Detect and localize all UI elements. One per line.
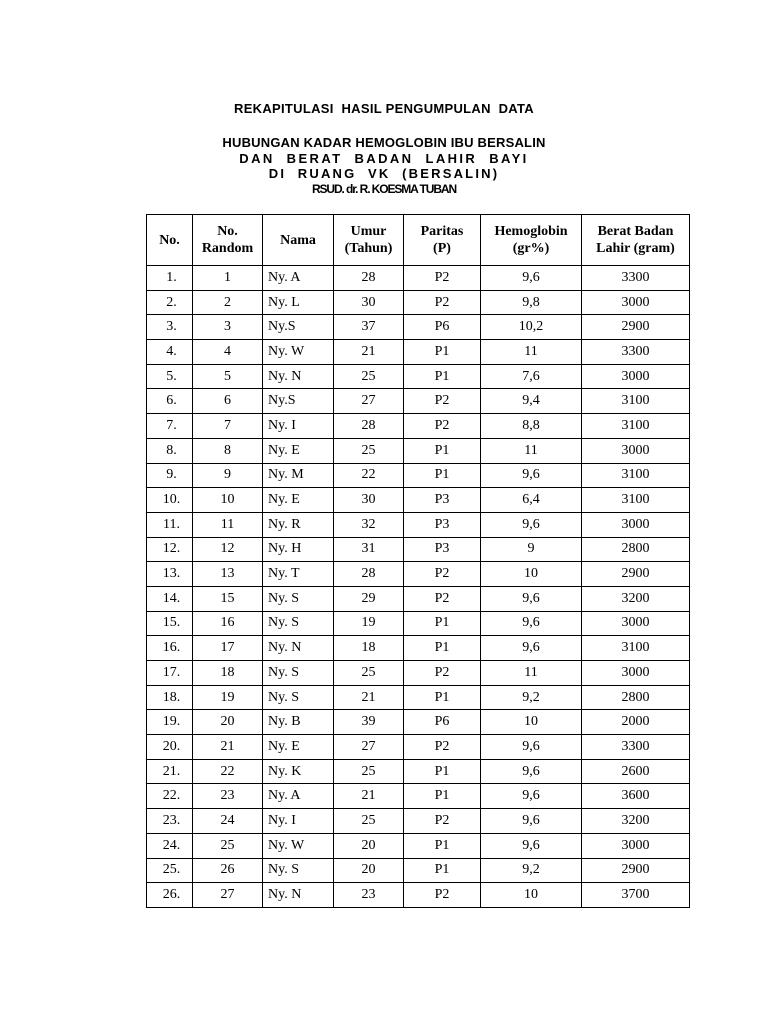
- cell-paritas: P2: [404, 389, 481, 414]
- cell-no-random: 4: [193, 340, 263, 365]
- cell-no-random: 24: [193, 809, 263, 834]
- table-row: [147, 488, 690, 513]
- cell-berat-badan: 3000: [582, 290, 690, 315]
- cell-umur: 25: [334, 661, 404, 686]
- cell-no-random: 20: [193, 710, 263, 735]
- cell-hemoglobin: 11: [481, 438, 582, 463]
- cell-hemoglobin: 9,6: [481, 809, 582, 834]
- cell-berat-badan: 3600: [582, 784, 690, 809]
- cell-paritas: P1: [404, 364, 481, 389]
- cell-no-random: 27: [193, 883, 263, 908]
- table-row: [147, 389, 690, 414]
- cell-no: 24.: [147, 833, 193, 858]
- cell-no-random: 2: [193, 290, 263, 315]
- cell-nama: Ny. N: [263, 636, 334, 661]
- cell-no-random: 9: [193, 463, 263, 488]
- cell-umur: 29: [334, 586, 404, 611]
- table-row: [147, 586, 690, 611]
- cell-umur: 21: [334, 784, 404, 809]
- cell-hemoglobin: 9,6: [481, 463, 582, 488]
- cell-paritas: P2: [404, 290, 481, 315]
- table-row: [147, 315, 690, 340]
- cell-berat-badan: 3000: [582, 661, 690, 686]
- cell-no-random: 15: [193, 586, 263, 611]
- cell-no: 25.: [147, 858, 193, 883]
- table-row: [147, 809, 690, 834]
- cell-no: 17.: [147, 661, 193, 686]
- cell-no-random: 1: [193, 266, 263, 291]
- cell-no-random: 16: [193, 611, 263, 636]
- cell-no-random: 26: [193, 858, 263, 883]
- cell-umur: 27: [334, 389, 404, 414]
- header-hemoglobin: [481, 215, 582, 266]
- cell-umur: 32: [334, 512, 404, 537]
- cell-nama: Ny.S: [263, 315, 334, 340]
- header-hemoglobin-line-1: Hemoglobin: [494, 224, 568, 239]
- cell-hemoglobin: 9,6: [481, 636, 582, 661]
- cell-no: 22.: [147, 784, 193, 809]
- cell-berat-badan: 3100: [582, 389, 690, 414]
- header-berat-badan-line-2: Lahir (gram): [596, 241, 675, 256]
- cell-no-random: 17: [193, 636, 263, 661]
- cell-nama: Ny. S: [263, 661, 334, 686]
- cell-nama: Ny. E: [263, 438, 334, 463]
- cell-no: 20.: [147, 735, 193, 760]
- cell-hemoglobin: 8,8: [481, 414, 582, 439]
- cell-no: 15.: [147, 611, 193, 636]
- header-paritas-line-2: (P): [433, 241, 451, 256]
- cell-no: 11.: [147, 512, 193, 537]
- header-berat-badan: [582, 215, 690, 266]
- cell-umur: 19: [334, 611, 404, 636]
- cell-no-random: 12: [193, 537, 263, 562]
- cell-berat-badan: 3000: [582, 438, 690, 463]
- cell-umur: 21: [334, 340, 404, 365]
- cell-paritas: P1: [404, 340, 481, 365]
- cell-no-random: 10: [193, 488, 263, 513]
- cell-paritas: P1: [404, 833, 481, 858]
- table-row: [147, 858, 690, 883]
- cell-nama: Ny. E: [263, 488, 334, 513]
- cell-hemoglobin: 10: [481, 562, 582, 587]
- cell-hemoglobin: 9,8: [481, 290, 582, 315]
- cell-paritas: P2: [404, 266, 481, 291]
- cell-berat-badan: 3000: [582, 611, 690, 636]
- header-umur-line-2: (Tahun): [344, 241, 393, 256]
- cell-berat-badan: 3300: [582, 340, 690, 365]
- cell-no: 21.: [147, 759, 193, 784]
- data-table: [146, 214, 690, 908]
- cell-no: 9.: [147, 463, 193, 488]
- cell-hemoglobin: 6,4: [481, 488, 582, 513]
- cell-berat-badan: 3000: [582, 364, 690, 389]
- cell-nama: Ny. R: [263, 512, 334, 537]
- cell-hemoglobin: 9,2: [481, 858, 582, 883]
- cell-umur: 25: [334, 809, 404, 834]
- table-row: [147, 438, 690, 463]
- table-row: [147, 759, 690, 784]
- cell-no: 3.: [147, 315, 193, 340]
- table-row: [147, 685, 690, 710]
- cell-nama: Ny. H: [263, 537, 334, 562]
- cell-hemoglobin: 9,4: [481, 389, 582, 414]
- cell-paritas: P2: [404, 586, 481, 611]
- cell-nama: Ny. I: [263, 414, 334, 439]
- cell-berat-badan: 3000: [582, 833, 690, 858]
- cell-umur: 22: [334, 463, 404, 488]
- cell-paritas: P3: [404, 488, 481, 513]
- cell-umur: 37: [334, 315, 404, 340]
- table-row: [147, 537, 690, 562]
- cell-umur: 25: [334, 759, 404, 784]
- header-hemoglobin-line-2: (gr%): [512, 241, 550, 256]
- cell-paritas: P6: [404, 710, 481, 735]
- cell-hemoglobin: 9,6: [481, 611, 582, 636]
- cell-hemoglobin: 9,6: [481, 784, 582, 809]
- cell-nama: Ny. S: [263, 611, 334, 636]
- table-row: [147, 340, 690, 365]
- cell-umur: 31: [334, 537, 404, 562]
- subtitle-line-3: DI RUANG VK (BERSALIN): [268, 166, 500, 181]
- table-row: [147, 784, 690, 809]
- cell-paritas: P1: [404, 636, 481, 661]
- cell-umur: 30: [334, 290, 404, 315]
- cell-umur: 20: [334, 833, 404, 858]
- cell-berat-badan: 3300: [582, 735, 690, 760]
- cell-paritas: P1: [404, 858, 481, 883]
- cell-no: 1.: [147, 266, 193, 291]
- cell-paritas: P1: [404, 685, 481, 710]
- table-row: [147, 364, 690, 389]
- cell-no: 23.: [147, 809, 193, 834]
- header-umur-line-1: Umur: [350, 224, 387, 239]
- cell-no: 8.: [147, 438, 193, 463]
- cell-hemoglobin: 9,2: [481, 685, 582, 710]
- header-no-random: [193, 215, 263, 266]
- cell-berat-badan: 2900: [582, 858, 690, 883]
- cell-berat-badan: 3200: [582, 586, 690, 611]
- cell-no-random: 11: [193, 512, 263, 537]
- table-row: [147, 661, 690, 686]
- cell-nama: Ny. S: [263, 858, 334, 883]
- cell-paritas: P1: [404, 784, 481, 809]
- cell-paritas: P2: [404, 735, 481, 760]
- cell-hemoglobin: 7,6: [481, 364, 582, 389]
- header-paritas: [404, 215, 481, 266]
- table-row: [147, 611, 690, 636]
- cell-hemoglobin: 10,2: [481, 315, 582, 340]
- cell-nama: Ny. I: [263, 809, 334, 834]
- cell-no: 7.: [147, 414, 193, 439]
- cell-paritas: P2: [404, 414, 481, 439]
- cell-no: 4.: [147, 340, 193, 365]
- cell-paritas: P1: [404, 463, 481, 488]
- cell-umur: 28: [334, 414, 404, 439]
- header-paritas-line-1: Paritas: [420, 224, 464, 239]
- header-umur: [334, 215, 404, 266]
- cell-umur: 20: [334, 858, 404, 883]
- table-header-row: [147, 215, 690, 266]
- cell-no: 2.: [147, 290, 193, 315]
- table-row: [147, 710, 690, 735]
- cell-paritas: P2: [404, 883, 481, 908]
- cell-berat-badan: 2900: [582, 562, 690, 587]
- cell-paritas: P1: [404, 611, 481, 636]
- cell-berat-badan: 3100: [582, 488, 690, 513]
- cell-nama: Ny. W: [263, 833, 334, 858]
- header-nama-line: Nama: [280, 232, 316, 248]
- cell-umur: 28: [334, 562, 404, 587]
- cell-no-random: 23: [193, 784, 263, 809]
- cell-no: 10.: [147, 488, 193, 513]
- cell-no: 16.: [147, 636, 193, 661]
- header-no-line: No.: [159, 232, 180, 248]
- cell-berat-badan: 3100: [582, 636, 690, 661]
- cell-nama: Ny. M: [263, 463, 334, 488]
- table-row: [147, 266, 690, 291]
- subtitle-line-2: DAN BERAT BADAN LAHIR BAYI: [239, 151, 529, 166]
- header-no-random-line-1: No.: [217, 224, 238, 239]
- cell-no-random: 22: [193, 759, 263, 784]
- table-body: [147, 266, 690, 908]
- cell-paritas: P3: [404, 512, 481, 537]
- cell-no-random: 6: [193, 389, 263, 414]
- cell-hemoglobin: 11: [481, 661, 582, 686]
- cell-nama: Ny. S: [263, 586, 334, 611]
- cell-hemoglobin: 9,6: [481, 512, 582, 537]
- cell-berat-badan: 3200: [582, 809, 690, 834]
- header-nama: [263, 215, 334, 266]
- cell-hemoglobin: 9,6: [481, 833, 582, 858]
- cell-hemoglobin: 9,6: [481, 266, 582, 291]
- cell-no: 26.: [147, 883, 193, 908]
- cell-nama: Ny. E: [263, 735, 334, 760]
- cell-no-random: 7: [193, 414, 263, 439]
- cell-umur: 23: [334, 883, 404, 908]
- cell-umur: 18: [334, 636, 404, 661]
- header-berat-badan-line-1: Berat Badan: [597, 224, 674, 239]
- cell-nama: Ny.S: [263, 389, 334, 414]
- cell-paritas: P2: [404, 809, 481, 834]
- cell-nama: Ny. B: [263, 710, 334, 735]
- cell-nama: Ny. S: [263, 685, 334, 710]
- table-row: [147, 735, 690, 760]
- table-row: [147, 833, 690, 858]
- cell-umur: 25: [334, 438, 404, 463]
- cell-berat-badan: 2600: [582, 759, 690, 784]
- cell-berat-badan: 2000: [582, 710, 690, 735]
- cell-nama: Ny. T: [263, 562, 334, 587]
- cell-berat-badan: 3100: [582, 414, 690, 439]
- hospital-name: RSUD. dr. R. KOESMA TUBAN: [311, 182, 457, 196]
- cell-no-random: 5: [193, 364, 263, 389]
- cell-hemoglobin: 9,6: [481, 735, 582, 760]
- cell-nama: Ny. L: [263, 290, 334, 315]
- table-row: [147, 512, 690, 537]
- cell-umur: 39: [334, 710, 404, 735]
- report-title: REKAPITULASI HASIL PENGUMPULAN DATA: [234, 101, 534, 116]
- table-row: [147, 562, 690, 587]
- cell-berat-badan: 3700: [582, 883, 690, 908]
- cell-no-random: 8: [193, 438, 263, 463]
- table-row: [147, 883, 690, 908]
- cell-paritas: P1: [404, 438, 481, 463]
- cell-nama: Ny. A: [263, 266, 334, 291]
- cell-umur: 27: [334, 735, 404, 760]
- cell-berat-badan: 2800: [582, 685, 690, 710]
- cell-paritas: P2: [404, 661, 481, 686]
- cell-hemoglobin: 11: [481, 340, 582, 365]
- cell-umur: 28: [334, 266, 404, 291]
- cell-hemoglobin: 9,6: [481, 759, 582, 784]
- cell-no: 6.: [147, 389, 193, 414]
- cell-paritas: P6: [404, 315, 481, 340]
- cell-berat-badan: 2900: [582, 315, 690, 340]
- cell-no-random: 25: [193, 833, 263, 858]
- cell-nama: Ny. N: [263, 364, 334, 389]
- cell-no-random: 19: [193, 685, 263, 710]
- cell-no: 19.: [147, 710, 193, 735]
- table-row: [147, 414, 690, 439]
- cell-paritas: P1: [404, 759, 481, 784]
- cell-berat-badan: 2800: [582, 537, 690, 562]
- cell-hemoglobin: 9,6: [481, 586, 582, 611]
- table-row: [147, 290, 690, 315]
- header-no: [147, 215, 193, 266]
- cell-hemoglobin: 10: [481, 883, 582, 908]
- cell-no: 12.: [147, 537, 193, 562]
- cell-nama: Ny. A: [263, 784, 334, 809]
- cell-berat-badan: 3300: [582, 266, 690, 291]
- table-row: [147, 463, 690, 488]
- cell-berat-badan: 3000: [582, 512, 690, 537]
- cell-no: 14.: [147, 586, 193, 611]
- cell-no-random: 3: [193, 315, 263, 340]
- cell-nama: Ny. N: [263, 883, 334, 908]
- cell-hemoglobin: 10: [481, 710, 582, 735]
- cell-no-random: 13: [193, 562, 263, 587]
- cell-no: 13.: [147, 562, 193, 587]
- cell-nama: Ny. W: [263, 340, 334, 365]
- cell-berat-badan: 3100: [582, 463, 690, 488]
- cell-nama: Ny. K: [263, 759, 334, 784]
- header-no-random-line-2: Random: [201, 241, 254, 256]
- subtitle-line-1: HUBUNGAN KADAR HEMOGLOBIN IBU BERSALIN: [222, 135, 546, 150]
- cell-paritas: P3: [404, 537, 481, 562]
- cell-hemoglobin: 9: [481, 537, 582, 562]
- cell-umur: 21: [334, 685, 404, 710]
- cell-paritas: P2: [404, 562, 481, 587]
- cell-umur: 30: [334, 488, 404, 513]
- cell-umur: 25: [334, 364, 404, 389]
- cell-no: 18.: [147, 685, 193, 710]
- cell-no: 5.: [147, 364, 193, 389]
- table-row: [147, 636, 690, 661]
- cell-no-random: 18: [193, 661, 263, 686]
- cell-no-random: 21: [193, 735, 263, 760]
